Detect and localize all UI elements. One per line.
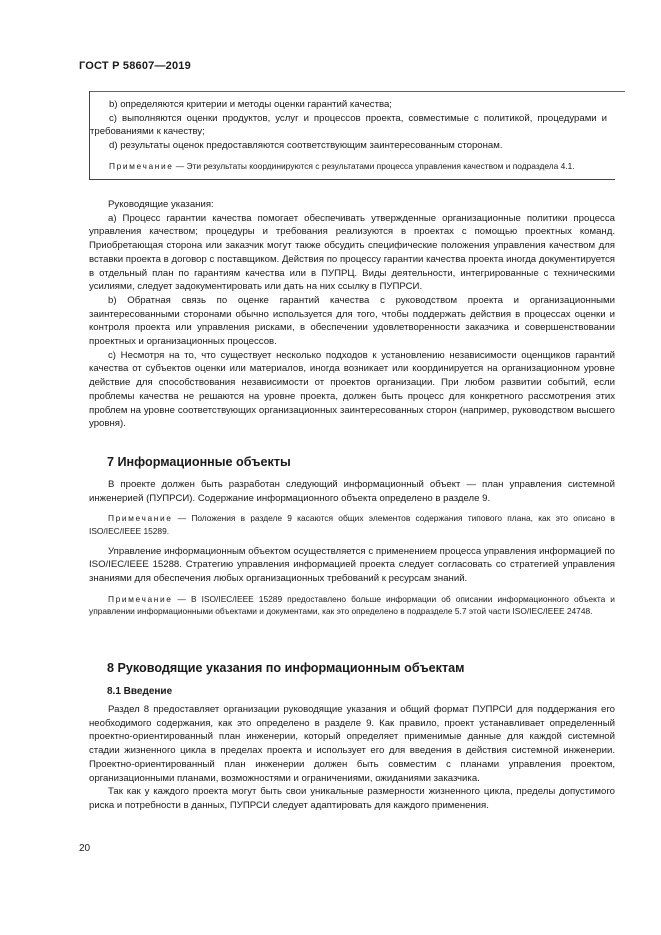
document-code: ГОСТ Р 58607—2019 [79,60,191,72]
quality-assurance-box [89,91,615,180]
guidance-paragraph-a: a) Процесс гарантии качества помогает обеспечивать утвержденные организационные политики процесса управления качеством; процедуры и требования реализуются в проектах с помощью проектных команд. Приобретающая сторона или заказчик могут также обсудить специфические положения управления качеством для вставки проекта в договор с поставщиком. Действия по процессу гарантии качества проекта иногда документируется в отдельный план по гарантиям качества или в ПУПРЦ. Виды деятельности, интегрированные с техническими усилиями, следует задокументировать или дать на них ссылку в ПУПРСИ. [89,212,615,293]
box-note-text: — Эти результаты координируются с результатами процесса управления качеством и подраздела 4.1. [173,160,575,171]
section-7-body [89,478,615,618]
note-1-label: Примечание [108,513,173,524]
note-2-text: — В ISO/IEC/IEEE 15289 предоставлено больше информации об описании информационного объекта и управлении информационными объектами и документами, как это определено в подразделе 5.7 этой части ISO/IEC/IEEE 24748. [89,593,615,617]
section-8-title: 8 Руководящие указания по информационным объектам [107,661,465,675]
guidance-block [89,198,615,431]
box-note-label: Примечание [109,160,174,171]
page-number: 20 [79,843,91,854]
guidance-paragraph-b: b) Обратная связь по оценке гарантий качества с руководством проекта и организационными заинтересованными сторонами обычно используется для того, чтобы поддержать действия в процессах оценки и контроля проекта или управления рисками, в обеспечении удовлетворенности заказчика и совершенствовании проектных и организационных процессов. [89,294,615,348]
box-item-b: b) определяются критерии и методы оценки гарантий качества; [109,99,392,110]
note-1-text: — Положения в разделе 9 касаются общих элементов содержания типового плана, как это описано в ISO/IEC/IEEE 15289. [89,513,615,536]
section-7-note-1 [89,512,615,537]
box-item-c: c) выполняются оценки продуктов, услуг и процессов проекта, совместимые с политикой, процедурами и требованиями к качеству; [90,112,607,138]
section-8-1-title: 8.1 Введение [107,686,173,697]
section-8-body [89,703,615,813]
guidance-heading: Руководящие указания: [108,199,214,210]
box-note [90,160,615,173]
section-7-title: 7 Информационные объекты [107,455,291,469]
section-8-paragraph-1: Раздел 8 предоставляет организации руководящие указания и общий формат ПУПРСИ для поддержания его необходимого содержания, как это определено в разделе 9. Как правило, проект устанавливает определенный проектно-ориентированный план инженерии, который определяет применимые данные для каждой системной стадии жизненного цикла в пределах проекта и использует его для введения в действия системной инженерии. Проектно-ориентированный план инженерии должен быть совместим с планами управления проектом, организационными планами, возможностями и ограничениями, ожиданиями заказчика. [89,704,615,784]
section-7-paragraph-2: Управление информационным объектом осуществляется с применением процесса управления информацией по ISO/IEC/IEEE 15288. Стратегию управления информацией проекта следует согласовать со стратегией управления знаниями для обеспечения любых организационных требований к ресурсам знаний. [89,545,615,584]
box-item-d: d) результаты оценок предоставляются соответствующим заинтересованным сторонам. [109,140,503,152]
section-8-paragraph-2: Так как у каждого проекта могут быть свои уникальные размерности жизненного цикла, пределы допустимого риска и потребности в данных, ПУПРСИ следует адаптировать для каждого применения. [89,786,615,811]
guidance-paragraph-c: c) Несмотря на то, что существует несколько подходов к установлению независимости оценщиков гарантий качества от субъектов оценки или материалов, иногда возникает или координируется на организационном уровне действие для способствования независимости от проектов организации. При любом развитии событий, если проблемы качества не решаются на уровне проекта, должен быть процесс для конкретного рассмотрения этих проблем на уровне соответствующих организационных заинтересованных сторон (например, руководством высшего уровня). [89,349,615,430]
section-7-note-2 [89,593,615,618]
section-7-paragraph-1: В проекте должен быть разработан следующий информационный объект — план управления системной инженерией (ПУПРСИ). Содержание информационного объекта определено в разделе 9. [89,479,615,504]
note-2-label: Примечание [108,593,173,604]
box-top-rule [90,91,625,92]
